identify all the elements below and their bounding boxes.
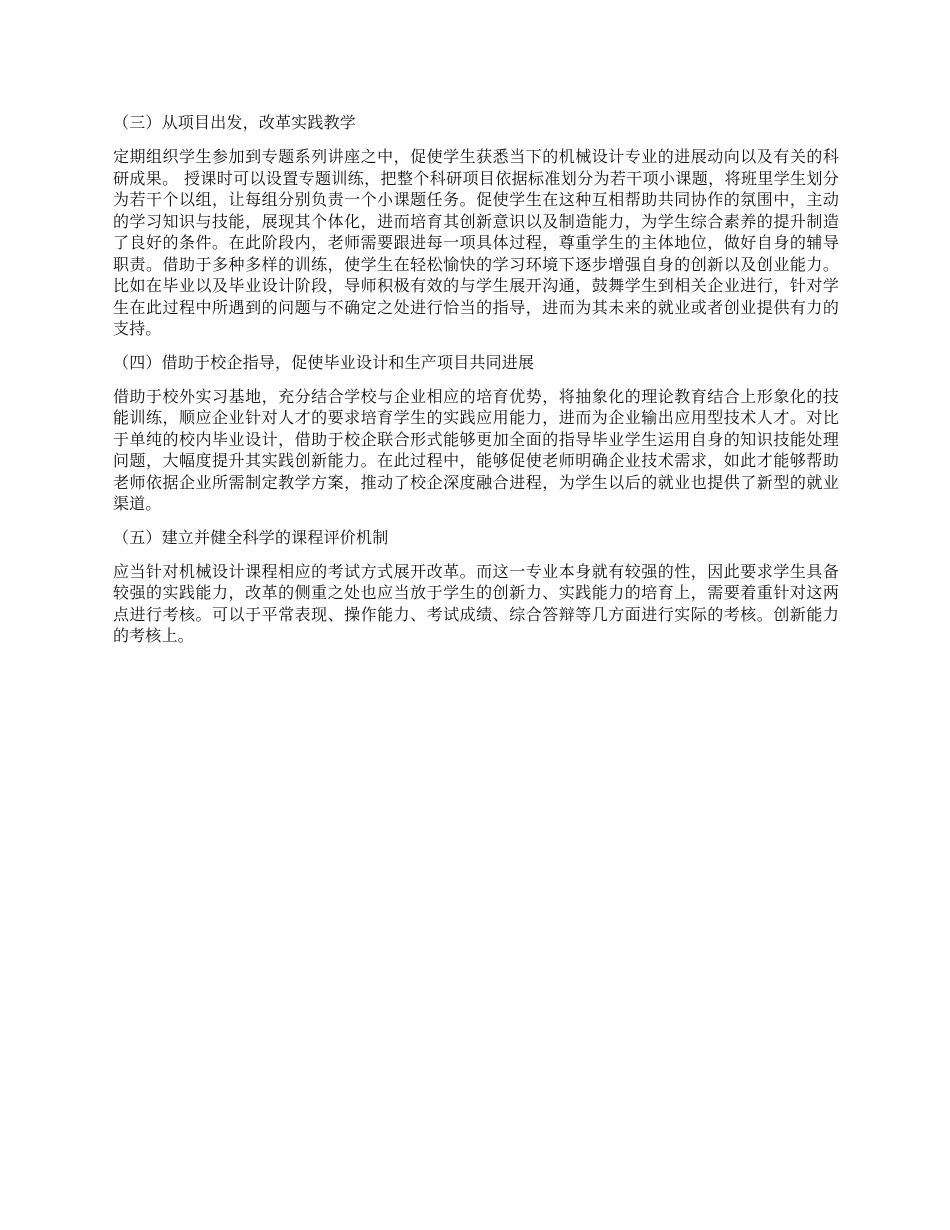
section-heading-4: （四）借助于校企指导，促使毕业设计和生产项目共同进展	[113, 352, 535, 372]
section-body-5: 应当针对机械设计课程相应的考试方式展开改革。而这一专业本身就有较强的性，因此要求学生具备较强的实践能力，改革的侧重之处也应当放于学生的创新力、实践能力的培育上，需要着重针对这两点进行考核。可以于平常表现、操作能力、考试成绩、综合答辩等几方面进行实际的考核。创新能力的考核上。	[113, 561, 839, 645]
section-heading-3: （三）从项目出发，改革实践教学	[113, 113, 357, 132]
section-body-4: 借助于校外实习基地，充分结合学校与企业相应的培育优势，将抽象化的理论教育结合上形象化的技能训练，顺应企业针对人才的要求培育学生的实践应用能力，进而为企业输出应用型技术人才。对比于单纯的校内毕业设计，借助于校企联合形式能够更加全面的指导毕业学生运用自身的知识技能处理问题，大幅度提升其实践创新能力。在此过程中，能够促使老师明确企业技术需求，如此才能够帮助老师依据企业所需制定教学方案，推动了校企深度融合进程，为学生以后的就业也提供了新型的就业渠道。	[113, 386, 839, 513]
section-heading-5: （五）建立并健全科学的课程评价机制	[113, 527, 389, 547]
section-body-3: 定期组织学生参加到专题系列讲座之中，促使学生获悉当下的机械设计专业的进展动向以及有关的科研成果。 授课时可以设置专题训练，把整个科研项目依据标准划分为若干项小课题，将班里学生划分为若干个以组，让每组分别负责一个小课题任务。促使学生在这种互相帮助共同协作的氛围中，主动的学习知识与技能，展现其个体化，进而培育其创新意识以及制造能力，为学生综合素养的提升制造了良好的条件。在此阶段内，老师需要跟进每一项具体过程，尊重学生的主体地位，做好自身的辅导职责。借助于多种多样的训练，使学生在轻松愉快的学习环境下逐步增强自身的创新以及创业能力。比如在毕业以及毕业设计阶段，导师积极有效的与学生展开沟通，鼓舞学生到相关企业进行，针对学生在此过程中所遇到的问题与不确定之处进行恰当的指导，进而为其未来的就业或者创业提供有力的支持。	[113, 147, 839, 338]
document-page	[113, 111, 839, 658]
